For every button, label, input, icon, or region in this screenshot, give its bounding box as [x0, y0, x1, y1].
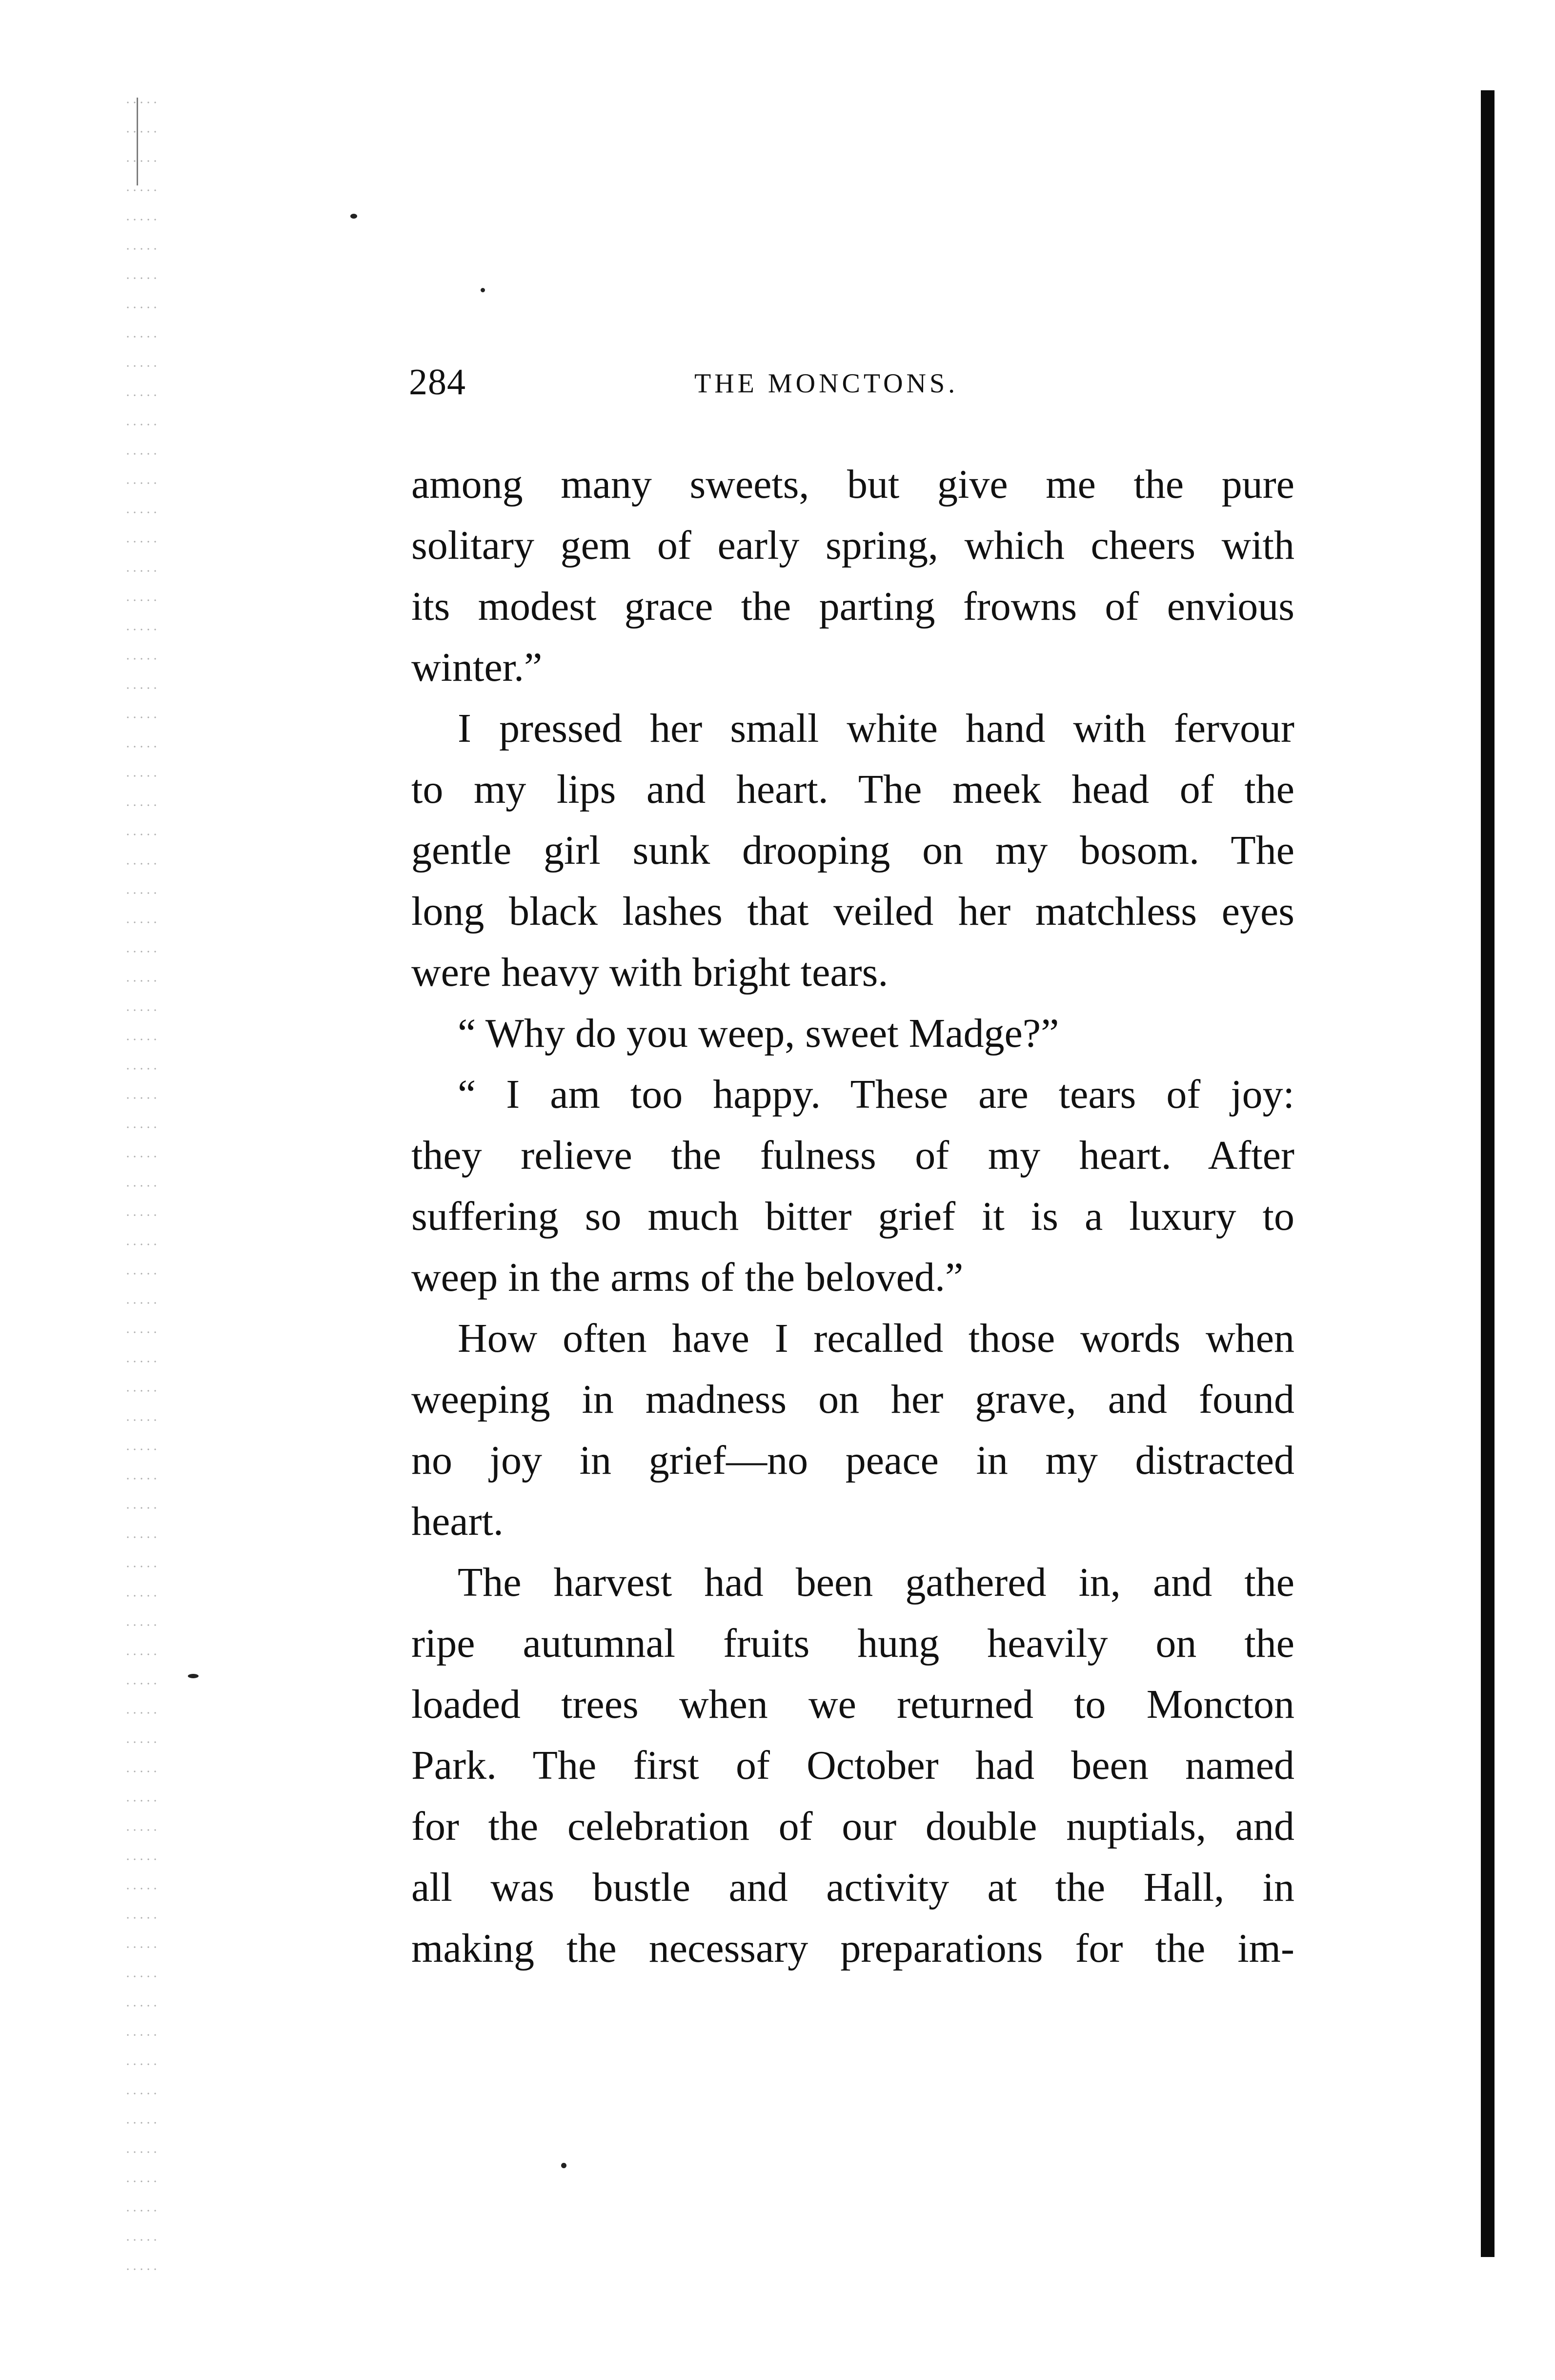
- running-head: THE MONCTONS.: [694, 368, 959, 399]
- text-line: weeping in madness on her grave, and found: [411, 1377, 1294, 1422]
- text-line: for the celebration of our double nuptials, and: [411, 1804, 1294, 1849]
- text-line: all was bustle and activity at the Hall, in: [411, 1865, 1294, 1910]
- text-line: suffering so much bitter grief it is a luxury to: [411, 1194, 1294, 1239]
- gutter-mark: [137, 98, 138, 185]
- text-line: long black lashes that veiled her matchless eyes: [411, 889, 1294, 934]
- text-line: weep in the arms of the beloved.”: [411, 1255, 964, 1300]
- text-line: “ I am too happy. These are tears of joy:: [458, 1072, 1294, 1117]
- text-line: How often have I recalled those words when: [458, 1316, 1294, 1361]
- text-line: were heavy with bright tears.: [411, 950, 889, 995]
- ink-speck: [188, 1674, 199, 1678]
- gutter-specks: [124, 88, 159, 2294]
- text-line: gentle girl sunk drooping on my bosom. The: [411, 828, 1294, 873]
- text-line: its modest grace the parting frowns of envious: [411, 584, 1294, 629]
- text-line: The harvest had been gathered in, and the: [458, 1560, 1294, 1605]
- text-line: among many sweets, but give me the pure: [411, 462, 1294, 507]
- text-line: “ Why do you weep, sweet Madge?”: [458, 1011, 1059, 1056]
- text-line: solitary gem of early spring, which cheers with: [411, 523, 1294, 568]
- text-line: making the necessary preparations for the im-: [411, 1926, 1294, 1971]
- text-line: heart.: [411, 1499, 504, 1544]
- text-line: loaded trees when we returned to Moncton: [411, 1682, 1294, 1727]
- ink-speck: [350, 214, 357, 219]
- page-number: 284: [409, 362, 466, 403]
- text-line: Park. The first of October had been named: [411, 1743, 1294, 1788]
- text-line: I pressed her small white hand with fervour: [458, 706, 1294, 751]
- text-line: no joy in grief—no peace in my distracted: [411, 1438, 1294, 1483]
- text-line: winter.”: [411, 645, 543, 690]
- text-line: ripe autumnal fruits hung heavily on the: [411, 1621, 1294, 1666]
- body-text: [411, 454, 1294, 1979]
- ink-speck: [561, 2163, 566, 2168]
- ink-speck: [481, 288, 485, 292]
- text-line: to my lips and heart. The meek head of the: [411, 767, 1294, 812]
- text-line: they relieve the fulness of my heart. After: [411, 1133, 1294, 1178]
- binding-edge: [1481, 90, 1494, 2257]
- page-header: [409, 361, 1307, 415]
